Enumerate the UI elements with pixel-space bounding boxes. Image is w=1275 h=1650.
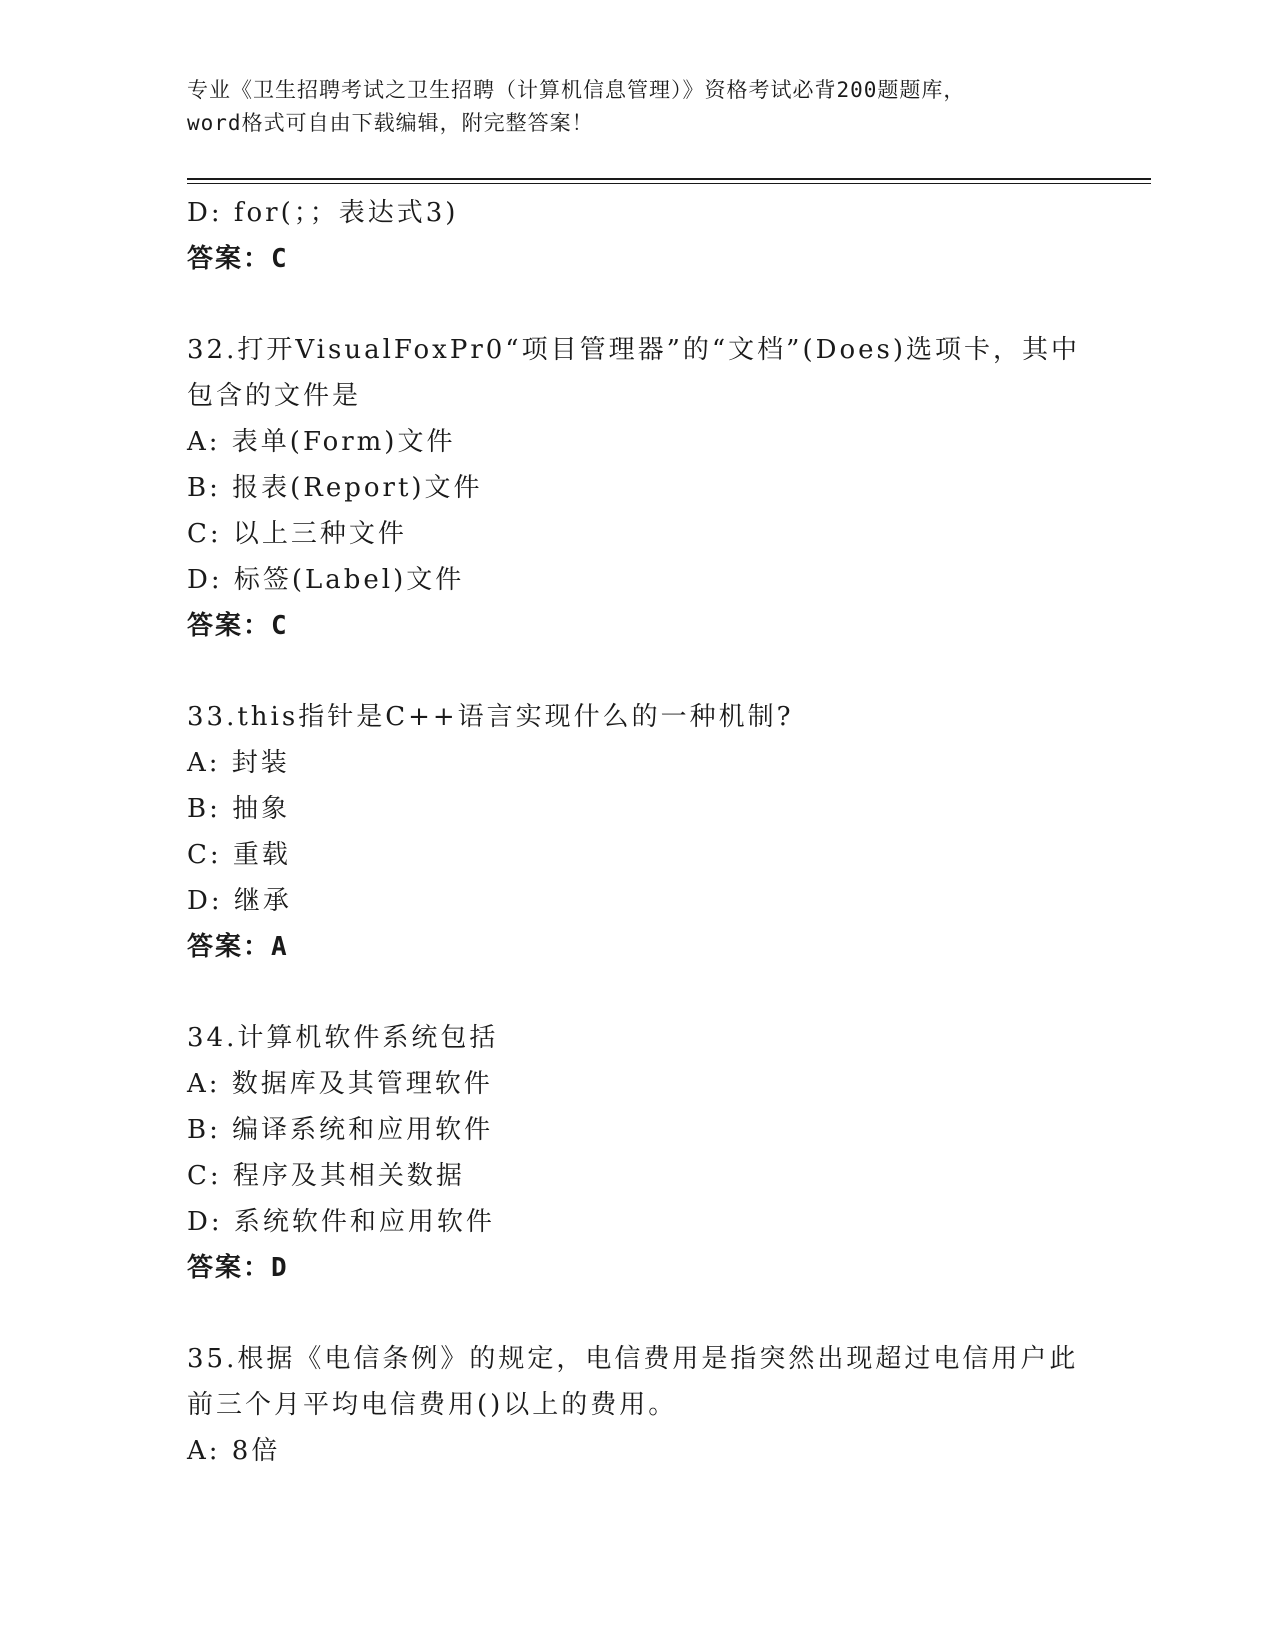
question-33 — [187, 694, 1087, 970]
answer-line: 答案：C — [187, 611, 289, 641]
question-35 — [187, 1336, 1087, 1474]
option-c: C: 程序及其相关数据 — [187, 1161, 465, 1191]
question-stem: 35.根据《电信条例》的规定，电信费用是指突然出现超过电信用户此 — [187, 1344, 1079, 1374]
option-a: A: 8倍 — [187, 1436, 281, 1466]
option-c: C: 重载 — [187, 840, 291, 870]
option-c: C: 以上三种文件 — [187, 519, 407, 549]
header-title-line-1: 专业《卫生招聘考试之卫生招聘（计算机信息管理）》资格考试必背200题题库， — [187, 78, 966, 102]
option-b: B: 抽象 — [187, 794, 291, 824]
question-stem: 33.this指针是C++语言实现什么的一种机制? — [187, 702, 794, 732]
answer-line: 答案：A — [187, 932, 289, 962]
option-d: D: 标签(Label)文件 — [187, 565, 465, 595]
question-stem: 34.计算机软件系统包括 — [187, 1023, 499, 1053]
question-stem-continued: 包含的文件是 — [187, 381, 362, 411]
document-header — [187, 74, 1087, 140]
option-a: A: 封装 — [187, 748, 290, 778]
option-a: A: 数据库及其管理软件 — [187, 1069, 493, 1099]
option-d: D: for(；；表达式3) — [187, 198, 459, 228]
question-stem-continued: 前三个月平均电信费用()以上的费用。 — [187, 1390, 678, 1420]
header-divider-thick — [187, 178, 1151, 180]
question-34 — [187, 1015, 1087, 1291]
option-a: A: 表单(Form)文件 — [187, 427, 456, 457]
answer-line: 答案：C — [187, 244, 289, 274]
question-stem: 32.打开VisualFoxPr0“项目管理器”的“文档”(Does)选项卡，其中 — [187, 335, 1080, 365]
answer-line: 答案：D — [187, 1253, 289, 1283]
question-list — [187, 190, 1087, 1474]
option-d: D: 继承 — [187, 886, 292, 916]
option-b: B: 报表(Report)文件 — [187, 473, 483, 503]
option-b: B: 编译系统和应用软件 — [187, 1115, 494, 1145]
header-divider-thin — [187, 183, 1151, 184]
option-d: D: 系统软件和应用软件 — [187, 1207, 495, 1237]
question-32 — [187, 327, 1087, 649]
header-title-line-2: word格式可自由下载编辑，附完整答案！ — [187, 111, 594, 135]
